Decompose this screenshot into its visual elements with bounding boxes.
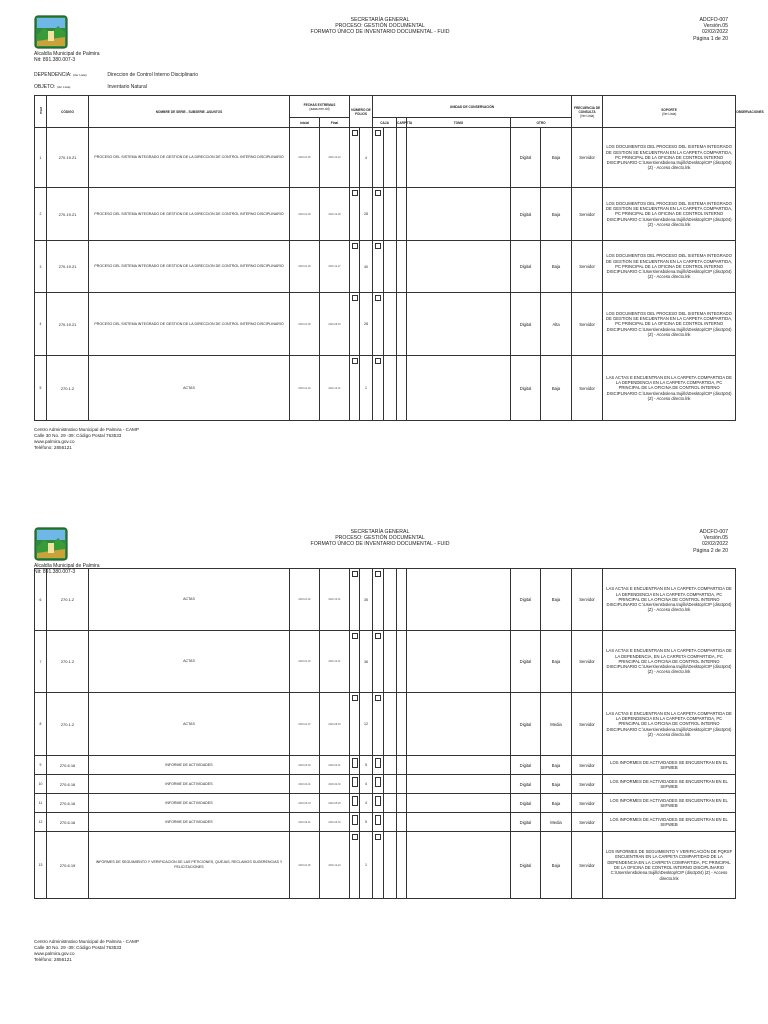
table-row <box>35 293 736 356</box>
cell-observaciones: LAS ACTAS E ENCUENTRAN EN LA CARPETA COMPARTIDA DE LA DEPENDENCIA, EN LA CARPETA COMPARTIDA, PC PRINCIPAL DE LA OFICINA DE CONTROL INTERNO DISCIPLINARIO C:\Users\ensbolena.trujillo\Desktop\CIP (disctp04) (Z) - Acceso directo.lnk <box>603 631 736 693</box>
org-info <box>34 51 100 64</box>
checkbox-icon <box>352 695 358 701</box>
cell-codigo: 270.6.19 <box>47 832 89 899</box>
cell-carpeta <box>397 631 407 693</box>
palmira-seal-icon <box>34 527 68 561</box>
cell-carpeta <box>397 188 407 241</box>
cell-nombre: ACTAS <box>89 356 290 421</box>
cell-otro: Digital <box>511 188 541 241</box>
cell-item: 8 <box>35 693 47 756</box>
cell-fecha-final: 2020-08-03 <box>320 693 350 756</box>
document-footer <box>34 427 139 451</box>
doc-date: 02/02/2022 <box>702 541 728 548</box>
footer-line: Teléfono: 2856121 <box>34 957 72 962</box>
cell-item: 4 <box>35 293 47 356</box>
cell-otro: Digital <box>511 693 541 756</box>
cell-fecha-final: 2020-12-27 <box>320 241 350 293</box>
cell-tomo <box>407 241 511 293</box>
cell-fecha-final: 2020-08-03 <box>320 293 350 356</box>
cell-codigo: 270.19.21 <box>47 128 89 188</box>
cell-codigo: 270.1.2 <box>47 356 89 421</box>
cell-fecha-inicial: 2020-01-06 <box>290 188 320 241</box>
cell-carpeta <box>397 756 407 775</box>
cell-otro: Digital <box>511 293 541 356</box>
cell-otro: Digital <box>511 775 541 794</box>
table-row <box>35 128 736 188</box>
doc-version: Versión.05 <box>703 535 728 542</box>
cell-fecha-final: 2020-12-31 <box>320 631 350 693</box>
cell-observaciones: LOS INFORMES DE ACTIVIDADES SE ENCUENTRAN EN EL SIIFWEB <box>603 794 736 813</box>
header-line: SECRETARÍA GENERAL <box>350 529 410 535</box>
cell-soporte: Servidor <box>572 832 603 899</box>
cell-fecha-inicial: 2020-01-02 <box>290 569 320 631</box>
cell-frecuencia: Baja <box>541 356 572 421</box>
cell-observaciones: LOS INFORMES DE ACTIVIDADES SE ENCUENTRAN EN EL SIIFWEB <box>603 775 736 794</box>
cell-folios: 1 <box>360 356 373 421</box>
cell-folios: 28 <box>360 188 373 241</box>
document-header-title <box>250 17 510 36</box>
cell-caja-check <box>373 832 384 899</box>
cell-caja-check <box>373 631 384 693</box>
document-page-2 <box>0 512 768 1024</box>
cell-nombre: ACTAS <box>89 631 290 693</box>
cell-carpeta <box>397 775 407 794</box>
cell-soporte: Servidor <box>572 756 603 775</box>
footer-line: www.palmira.gov.co <box>34 951 75 956</box>
cell-fecha-final: 2020-12-22 <box>320 128 350 188</box>
palmira-seal-icon <box>34 15 68 49</box>
cell-caja <box>384 356 397 421</box>
cell-fecha-inicial: 2020-01-06 <box>290 832 320 899</box>
cell-otro: Digital <box>511 794 541 813</box>
header-line: FORMATO ÚNICO DE INVENTARIO DOCUMENTAL - FUID <box>310 541 450 548</box>
checkbox-icon <box>375 571 381 577</box>
cell-fecha-final: 2020-12-22 <box>320 832 350 899</box>
checkbox-icon <box>375 130 381 136</box>
cell-frecuencia: Baja <box>541 128 572 188</box>
cell-tomo <box>407 832 511 899</box>
cell-folios: 12 <box>360 693 373 756</box>
cell-frecuencia: Baja <box>541 241 572 293</box>
cell-soporte: Servidor <box>572 813 603 832</box>
cell-fecha-final: 2020-03-31 <box>320 756 350 775</box>
footer-line: www.palmira.gov.co <box>34 439 75 444</box>
cell-codigo: 270.1.2 <box>47 631 89 693</box>
checkbox-icon <box>352 815 358 825</box>
doc-code: ADCFO-007 <box>699 529 728 535</box>
footer-line: Teléfono: 2856121 <box>34 445 72 450</box>
cell-frecuencia: Baja <box>541 756 572 775</box>
cell-folios: 36 <box>360 631 373 693</box>
checkbox-icon <box>375 834 381 840</box>
checkbox-icon <box>375 358 381 364</box>
cell-folios: 40 <box>360 241 373 293</box>
cell-soporte: Servidor <box>572 356 603 421</box>
cell-nombre: ACTAS <box>89 693 290 756</box>
cell-folios: 4 <box>360 775 373 794</box>
table-row <box>35 631 736 693</box>
cell-folios-check <box>350 569 360 631</box>
cell-frecuencia: Media <box>541 693 572 756</box>
cell-fecha-final: 2020-04-30 <box>320 775 350 794</box>
checkbox-icon <box>352 758 358 768</box>
footer-line: Centro Administrativo Municipal de Palmira - CAMP <box>34 939 139 944</box>
page-number: Página 2 de 20 <box>693 547 728 554</box>
cell-frecuencia: Baja <box>541 832 572 899</box>
cell-observaciones: LOS INFORMES DE ACTIVIDADES SE ENCUENTRAN EN EL SIIFWEB <box>603 813 736 832</box>
objeto-field <box>34 84 147 90</box>
cell-caja <box>384 775 397 794</box>
cell-carpeta <box>397 293 407 356</box>
cell-codigo: 270.6.16 <box>47 756 89 775</box>
cell-nombre: PROCESO DEL SISTEMA INTEGRADO DE GESTION DE LA DIRECCION DE CONTROL INTERNO DISCIPLINARIO <box>89 293 290 356</box>
cell-fecha-inicial: 2020-06-01 <box>290 813 320 832</box>
doc-date: 02/02/2022 <box>702 29 728 36</box>
cell-codigo: 270.6.16 <box>47 794 89 813</box>
cell-frecuencia: Alta <box>541 293 572 356</box>
table-row <box>35 356 736 421</box>
cell-item: 6 <box>35 569 47 631</box>
cell-folios: 28 <box>360 293 373 356</box>
cell-soporte: Servidor <box>572 569 603 631</box>
cell-caja-check <box>373 356 384 421</box>
cell-folios-check <box>350 813 360 832</box>
footer-line: Centro Administrativo Municipal de Palmira - CAMP <box>34 427 139 432</box>
col-header-item: ITEM <box>35 96 47 128</box>
cell-fecha-final: 2020-12-28 <box>320 188 350 241</box>
dependencia-field <box>34 72 198 78</box>
cell-caja-check <box>373 293 384 356</box>
cell-caja-check <box>373 241 384 293</box>
org-name: Alcaldía Municipal de Palmira <box>34 563 100 569</box>
checkbox-icon <box>352 796 358 806</box>
header-line: SECRETARÍA GENERAL <box>350 17 410 23</box>
table-row <box>35 693 736 756</box>
checkbox-icon <box>352 295 358 301</box>
cell-soporte: Servidor <box>572 775 603 794</box>
cell-otro: Digital <box>511 813 541 832</box>
cell-folios-check <box>350 832 360 899</box>
cell-soporte: Servidor <box>572 188 603 241</box>
checkbox-icon <box>375 190 381 196</box>
col-header-otro: OTRO <box>511 118 572 128</box>
cell-otro: Digital <box>511 128 541 188</box>
cell-carpeta <box>397 832 407 899</box>
checkbox-icon <box>375 295 381 301</box>
table-row <box>35 794 736 813</box>
cell-frecuencia: Baja <box>541 794 572 813</box>
checkbox-icon <box>352 358 358 364</box>
col-header-inicial: Inicial <box>290 118 320 128</box>
cell-fecha-inicial: 2020-01-08 <box>290 293 320 356</box>
cell-caja <box>384 794 397 813</box>
cell-folios-check <box>350 188 360 241</box>
cell-soporte: Servidor <box>572 693 603 756</box>
cell-carpeta <box>397 569 407 631</box>
cell-frecuencia: Baja <box>541 569 572 631</box>
cell-folios: 35 <box>360 569 373 631</box>
table-row <box>35 832 736 899</box>
objeto-value: Inventario Natural <box>107 84 147 90</box>
cell-carpeta <box>397 241 407 293</box>
cell-caja <box>384 813 397 832</box>
cell-observaciones: LAS ACTAS E ENCUENTRAN EN LA CARPETA COMPARTIDA DE LA DEPENDENCIA EN LA CARPETA COMPARTIDA, PC PRINCIPAL DE LA OFICINA DE CONTROL INTERNO DISCIPLINARIO C:\Users\ensbolena.trujillo\Desktop\CIP (disctp04) (Z) - Acceso directo.lnk <box>603 569 736 631</box>
checkbox-icon <box>375 243 381 249</box>
cell-observaciones: LOS DOCUMENTOS DEL PROCESO DEL SISTEMA INTEGRADO DE GESTION SE ENCUENTRAN EN LA CARPETA COMPARTIDA, PC PRINCIPAL DE LA OFICINA DE CONTROL INTERNO DISCIPLINARIO C:\Users\ensbolena.trujillo\Desktop\CIP (disctp04) (Z) - Acceso directo.lnk <box>603 293 736 356</box>
footer-line: Calle 30 No. 29 -39: Código Postal 763533 <box>34 945 122 950</box>
table-row <box>35 188 736 241</box>
cell-caja <box>384 128 397 188</box>
cell-fecha-final: 2020-12-31 <box>320 356 350 421</box>
table-row <box>35 241 736 293</box>
page-number: Página 1 de 20 <box>693 35 728 42</box>
checkbox-icon <box>352 777 358 787</box>
cell-tomo <box>407 293 511 356</box>
cell-fecha-final: 2020-05-29 <box>320 794 350 813</box>
col-header-tomo: TOMO <box>407 118 511 128</box>
cell-observaciones: LAS ACTAS E ENCUENTRAN EN LA CARPETA COMPARTIDA DE LA DEPENDENCIA EN LA CARPETA COMPARTIDA, PC PRINCIPAL DE LA OFICINA DE CONTROL INTERNO DISCIPLINARIO C:\Users\ensbolena.trujillo\Desktop\CIP (disctp04) (Z) - Acceso directo.lnk <box>603 693 736 756</box>
cell-item: 11 <box>35 794 47 813</box>
cell-caja-check <box>373 569 384 631</box>
cell-otro: Digital <box>511 631 541 693</box>
cell-caja-check <box>373 756 384 775</box>
cell-tomo <box>407 569 511 631</box>
inventory-table <box>34 568 736 899</box>
cell-observaciones: LAS ACTAS E ENCUENTRAN EN LA CARPETA COMPARTIDA DE LA DEPENDENCIA EN LA CARPETA COMPARTIDA, PC PRINCIPAL DE LA OFICINA DE CONTROL INTERNO DISCIPLINARIO C:\Users\ensbolena.trujillo\Desktop\CIP (disctp04) (Z) - Acceso directo.lnk <box>603 356 736 421</box>
cell-codigo: 270.6.16 <box>47 775 89 794</box>
col-header-caja: CAJA <box>373 118 397 128</box>
cell-fecha-inicial: 2020-01-02 <box>290 356 320 421</box>
cell-caja <box>384 188 397 241</box>
cell-fecha-inicial: 2020-03-02 <box>290 756 320 775</box>
col-header-carpeta: CARPETA <box>397 118 407 128</box>
doc-code: ADCFO-007 <box>699 17 728 23</box>
cell-codigo: 270.19.21 <box>47 293 89 356</box>
checkbox-icon <box>352 190 358 196</box>
cell-caja-check <box>373 813 384 832</box>
checkbox-icon <box>352 633 358 639</box>
cell-codigo: 270.19.21 <box>47 241 89 293</box>
cell-carpeta <box>397 356 407 421</box>
cell-otro: Digital <box>511 832 541 899</box>
cell-caja <box>384 241 397 293</box>
cell-caja-check <box>373 188 384 241</box>
cell-fecha-inicial: 2020-01-07 <box>290 693 320 756</box>
cell-otro: Digital <box>511 756 541 775</box>
col-header-unidad: UNIDAD DE CONSERVACIÓN <box>373 96 572 118</box>
cell-folios-check <box>350 128 360 188</box>
checkbox-icon <box>352 571 358 577</box>
inventory-table: ITEM CÓDIGO NOMBRE DE SERIE - SUBSERIE -ASUNTOS FECHAS EXTREMAS (aaaa-mm-dd) NÚMERO DE FOLIOS UNIDAD DE CONSERVACIÓN FRECUENCIA DE CONSULTA (Ver Lista) SOPORTE (Ver Lista) OBSERVACIONES Inicial Final CAJA CARPETA TOMO OTRO 1 270.19.21 PROCESO DEL SISTEMA INTEGRADO DE GESTION DE LA DIRECCION DE CONTROL INTERNO DISCIPLINARIO 2020-01-06 2020-12-22 4 Digital Baja Servidor LOS DOCUMENTOS DEL PROCESO DEL SISTEMA INTEGRADO DE GESTION SE ENCUENTRAN EN LA CARPETA COMPARTIDA, PC PRINCIPAL DE LA OFICINA DE CONTROL INTERNO DISCIPLINARIO C:\Users\ensbolena.trujillo\Desktop\CIP (disctp04) (Z) - Acceso directo.lnk 2 270.19.21 PROCESO DEL SISTEMA INTEGRADO DE GESTION DE LA DIRECCION DE CONTROL INTERNO DISCIPLINARIO 2020-01-06 2020-12-28 28 Digital Baja Servidor LOS DOCUMENTOS DEL PROCESO DEL SISTEMA INTEGRADO DE GESTION SE ENCUENTRAN EN LA CARPETA COMPARTIDA, PC PRINCIPAL DE LA OFICINA DE CONTROL INTERNO DISCIPLINARIO C:\Users\ensbolena.trujillo\Desktop\CIP (disctp04) (Z) - Acceso directo.lnk 3 270.19.21 PROCESO DEL SISTEMA INTEGRADO DE GESTION DE LA DIRECCION DE CONTROL INTERNO DISCIPLINARIO 2020-01-06 2020-12-27 40 Digital Baja Servidor LOS DOCUMENTOS DEL PROCESO DEL SISTEMA INTEGRADO DE GESTION SE ENCUENTRAN EN LA CARPETA COMPARTIDA, PC PRINCIPAL DE LA OFICINA DE CONTROL INTERNO DISCIPLINARIO C:\Users\ensbolena.trujillo\Desktop\CIP (disctp04) (Z) - Acceso directo.lnk 4 270.19.21 PROCESO DEL SISTEMA INTEGRADO DE GESTION DE LA DIRECCION DE CONTROL INTERNO DISCIPLINARIO 2020-01-08 2020-08-03 28 Digital Alta Servidor LOS DOCUMENTOS DEL PROCESO DEL SISTEMA INTEGRADO DE GESTION SE ENCUENTRAN EN LA CARPETA COMPARTIDA, PC PRINCIPAL DE LA OFICINA DE CONTROL INTERNO DISCIPLINARIO C:\Users\ensbolena.trujillo\Desktop\CIP (disctp04) (Z) - Acceso directo.lnk 5 270.1.2 ACTAS 2020-01-02 2020-12-31 1 Digital Baja Servidor LAS ACTAS E ENCUENTRAN EN LA CARPETA COMPARTIDA DE LA DEPENDENCIA EN LA CARPETA COMPARTIDA, PC PRINCIPAL DE LA OFICINA DE CONTROL INTERNO DISCIPLINARIO C:\Users\ensbolena.trujillo\Desktop\CIP (disctp04) (Z) - Acceso directo.lnk <box>34 95 736 421</box>
cell-soporte: Servidor <box>572 241 603 293</box>
cell-item: 12 <box>35 813 47 832</box>
cell-caja <box>384 293 397 356</box>
cell-nombre: INFORME DE ACTIVIDADES <box>89 775 290 794</box>
cell-caja <box>384 832 397 899</box>
table-row <box>35 813 736 832</box>
checkbox-icon <box>352 834 358 840</box>
cell-nombre: INFORME DE ACTIVIDADES <box>89 794 290 813</box>
cell-carpeta <box>397 794 407 813</box>
cell-folios: 1 <box>360 832 373 899</box>
cell-folios-check <box>350 794 360 813</box>
cell-folios-check <box>350 631 360 693</box>
checkbox-icon <box>352 243 358 249</box>
cell-frecuencia: Baja <box>541 188 572 241</box>
cell-item: 7 <box>35 631 47 693</box>
cell-carpeta <box>397 693 407 756</box>
cell-soporte: Servidor <box>572 631 603 693</box>
org-nit: Nit: 891.380.007-3 <box>34 57 76 64</box>
cell-caja-check <box>373 775 384 794</box>
cell-codigo: 270.1.2 <box>47 569 89 631</box>
cell-folios: 4 <box>360 128 373 188</box>
table-row <box>35 775 736 794</box>
cell-fecha-inicial: 2020-01-06 <box>290 241 320 293</box>
cell-caja <box>384 631 397 693</box>
cell-tomo <box>407 631 511 693</box>
col-header-soporte: SOPORTE (Ver Lista) <box>603 96 736 128</box>
col-header-codigo: CÓDIGO <box>47 96 89 128</box>
cell-folios-check <box>350 756 360 775</box>
document-footer <box>34 939 139 963</box>
cell-frecuencia: Baja <box>541 775 572 794</box>
cell-caja-check <box>373 693 384 756</box>
document-header-title <box>250 529 510 548</box>
cell-caja-check <box>373 794 384 813</box>
cell-nombre: INFORME DE ACTIVIDADES <box>89 756 290 775</box>
cell-item: 9 <box>35 756 47 775</box>
document-header-codes <box>693 529 728 554</box>
cell-fecha-inicial: 2020-05-04 <box>290 794 320 813</box>
checkbox-icon <box>375 758 381 768</box>
checkbox-icon <box>375 815 381 825</box>
table-row <box>35 569 736 631</box>
cell-nombre: PROCESO DEL SISTEMA INTEGRADO DE GESTION DE LA DIRECCION DE CONTROL INTERNO DISCIPLINARIO <box>89 241 290 293</box>
checkbox-icon <box>375 695 381 701</box>
cell-fecha-inicial: 2020-04-01 <box>290 775 320 794</box>
col-header-frecuencia: FRECUENCIA DE CONSULTA (Ver Lista) <box>572 96 603 128</box>
cell-observaciones: LOS DOCUMENTOS DEL PROCESO DEL SISTEMA INTEGRADO DE GESTION SE ENCUENTRAN EN LA CARPETA COMPARTIDA, PC PRINCIPAL DE LA OFICINA DE CONTROL INTERNO DISCIPLINARIO C:\Users\ensbolena.trujillo\Desktop\CIP (disctp04) (Z) - Acceso directo.lnk <box>603 128 736 188</box>
cell-fecha-inicial: 2020-01-06 <box>290 128 320 188</box>
cell-tomo <box>407 775 511 794</box>
cell-otro: Digital <box>511 569 541 631</box>
cell-nombre: PROCESO DEL SISTEMA INTEGRADO DE GESTION DE LA DIRECCION DE CONTROL INTERNO DISCIPLINARIO <box>89 128 290 188</box>
dependencia-label: DEPENDENCIA: (Ver Lista) <box>34 72 87 78</box>
cell-soporte: Servidor <box>572 128 603 188</box>
cell-tomo <box>407 693 511 756</box>
checkbox-icon <box>375 796 381 806</box>
cell-item: 1 <box>35 128 47 188</box>
document-header-codes <box>693 17 728 42</box>
cell-folios-check <box>350 241 360 293</box>
cell-folios-check <box>350 693 360 756</box>
cell-item: 13 <box>35 832 47 899</box>
objeto-label: OBJETO: (Ver Lista) <box>34 84 71 90</box>
cell-soporte: Servidor <box>572 794 603 813</box>
cell-caja-check <box>373 128 384 188</box>
org-name: Alcaldía Municipal de Palmira <box>34 51 100 57</box>
col-header-folios: NÚMERO DE FOLIOS <box>350 96 373 128</box>
header-line: PROCESO: GESTIÓN DOCUMENTAL <box>335 535 425 542</box>
cell-tomo <box>407 813 511 832</box>
dependencia-value: Direccion de Control Interno Disciplinario <box>107 72 198 78</box>
cell-folios-check <box>350 775 360 794</box>
cell-fecha-inicial: 2020-01-02 <box>290 631 320 693</box>
header-line: FORMATO ÚNICO DE INVENTARIO DOCUMENTAL - FUID <box>310 29 450 36</box>
footer-line: Calle 30 No. 29 -39: Código Postal 763533 <box>34 433 122 438</box>
cell-item: 5 <box>35 356 47 421</box>
doc-version: Versión.05 <box>703 23 728 30</box>
cell-frecuencia: Baja <box>541 631 572 693</box>
cell-tomo <box>407 128 511 188</box>
cell-tomo <box>407 188 511 241</box>
cell-item: 3 <box>35 241 47 293</box>
cell-caja <box>384 693 397 756</box>
cell-tomo <box>407 356 511 421</box>
cell-folios-check <box>350 356 360 421</box>
cell-observaciones: LOS INFORMES DE SEGUIMIENTO Y VERIFICACIÓN DE PQRSF ENCUENTRAN EN LA CARPETA COMPARTIDAD DE LA DEPENDENCIA EN LA CARPETA COMPARTIDA, PC PRINCIPAL DE LA OFICINA DE CONTROL INTERNO DISCIPLINARIO C:\Users\ensbolena.trujillo\Desktop\CIP (disctp04) (Z) - Acceso directo.lnk <box>603 832 736 899</box>
cell-otro: Digital <box>511 241 541 293</box>
cell-tomo <box>407 794 511 813</box>
cell-codigo: 270.6.16 <box>47 813 89 832</box>
checkbox-icon <box>375 777 381 787</box>
cell-item: 10 <box>35 775 47 794</box>
cell-tomo <box>407 756 511 775</box>
cell-nombre: INFORME DE ACTIVIDADES <box>89 813 290 832</box>
cell-folios: 5 <box>360 756 373 775</box>
header-line: PROCESO: GESTIÓN DOCUMENTAL <box>335 23 425 30</box>
cell-fecha-final: 2020-12-31 <box>320 569 350 631</box>
cell-observaciones: LOS DOCUMENTOS DEL PROCESO DEL SISTEMA INTEGRADO DE GESTION SE ENCUENTRAN EN LA CARPETA COMPARTIDA, PC PRINCIPAL DE LA OFICINA DE CONTROL INTERNO DISCIPLINARIO C:\Users\ensbolena.trujillo\Desktop\CIP (disctp04) (Z) - Acceso directo.lnk <box>603 241 736 293</box>
cell-soporte: Servidor <box>572 293 603 356</box>
cell-nombre: PROCESO DEL SISTEMA INTEGRADO DE GESTION DE LA DIRECCION DE CONTROL INTERNO DISCIPLINARIO <box>89 188 290 241</box>
cell-folios: 4 <box>360 794 373 813</box>
col-header-nombre: NOMBRE DE SERIE - SUBSERIE -ASUNTOS <box>89 96 290 128</box>
cell-codigo: 270.1.2 <box>47 693 89 756</box>
cell-nombre: INFORMES DE SEGUIMIENTO Y VERIFICACION DE LAS PETICIONES, QUEJAS, RECLAMOS SUGERENCIAS Y FELICITACIONES <box>89 832 290 899</box>
table-row <box>35 756 736 775</box>
cell-codigo: 270.19.21 <box>47 188 89 241</box>
checkbox-icon <box>352 130 358 136</box>
cell-otro: Digital <box>511 356 541 421</box>
cell-fecha-final: 2020-06-30 <box>320 813 350 832</box>
cell-carpeta <box>397 813 407 832</box>
cell-observaciones: LOS INFORMES DE ACTIVIDADES SE ENCUENTRAN EN EL SIIFWEB <box>603 756 736 775</box>
cell-frecuencia: Media <box>541 813 572 832</box>
cell-observaciones: LOS DOCUMENTOS DEL PROCESO DEL SISTEMA INTEGRADO DE GESTION SE ENCUENTRAN EN LA CARPETA COMPARTIDA, PC PRINCIPAL DE LA OFICINA DE CONTROL INTERNO DISCIPLINARIO C:\Users\ensbolena.trujillo\Desktop\CIP (disctp04) (Z) - Acceso directo.lnk <box>603 188 736 241</box>
cell-carpeta <box>397 128 407 188</box>
checkbox-icon <box>375 633 381 639</box>
col-header-fechas: FECHAS EXTREMAS (aaaa-mm-dd) <box>290 96 350 118</box>
cell-item: 2 <box>35 188 47 241</box>
cell-caja <box>384 569 397 631</box>
cell-nombre: ACTAS <box>89 569 290 631</box>
org-nit: Nit: 891.380.007-3 <box>34 569 76 575</box>
col-header-final: Final <box>320 118 350 128</box>
cell-caja <box>384 756 397 775</box>
cell-folios: 5 <box>360 813 373 832</box>
cell-folios-check <box>350 293 360 356</box>
